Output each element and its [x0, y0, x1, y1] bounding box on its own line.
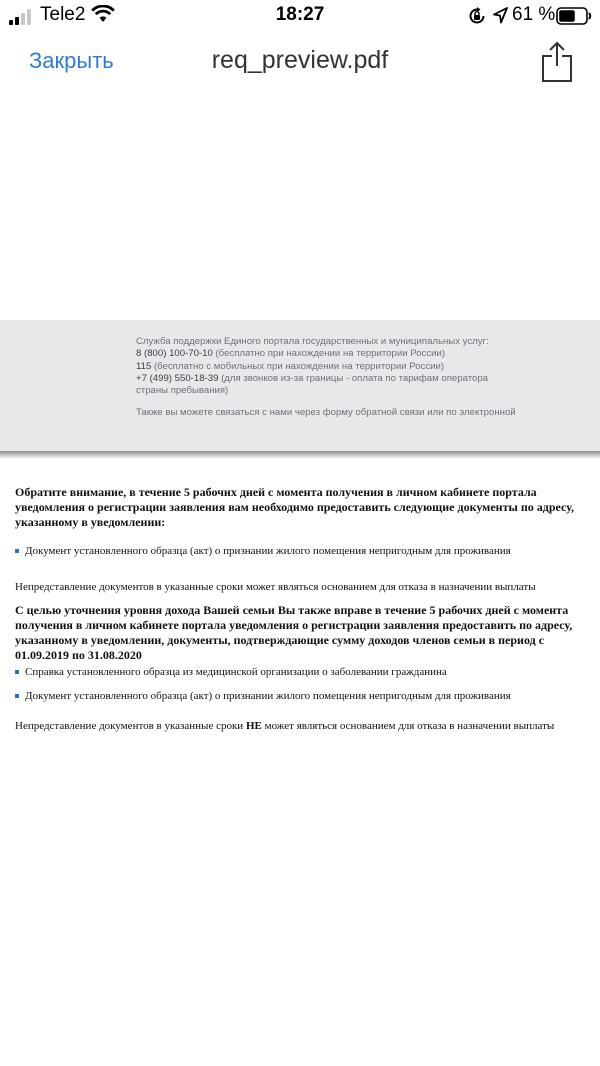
clock: 18:27: [275, 4, 325, 25]
paragraph-2-start: Непредставление документов в указанные сроки: [15, 720, 246, 732]
support-phone-2: 115: [136, 360, 152, 372]
document-paragraph-2: [15, 719, 585, 733]
support-phone-1: 8 (800) 100-70-10: [136, 348, 213, 360]
list-item: Справка установленного образца из медицинской организации о заболевании гражданина: [15, 665, 585, 679]
paragraph-2-emphasis: НЕ: [245, 720, 262, 732]
support-feedback: Также вы можете связаться с нами через форму обратной связи или по электронной: [136, 407, 516, 419]
support-phone-3-note-cont: страны пребывания): [136, 385, 229, 397]
location-arrow-icon: [493, 7, 508, 24]
support-phone-1-line: [136, 348, 556, 360]
battery-percentage: 61 %: [512, 4, 556, 25]
support-banner: [0, 320, 600, 451]
paragraph-2-end: может являться основанием для отказа в назначении выплаты: [261, 720, 555, 732]
support-phone-2-note: (бесплатно с мобильных при нахождении на территории России): [151, 360, 445, 372]
support-intro: Служба поддержки Единого портала государственных и муниципальных услуг:: [136, 336, 489, 347]
share-icon[interactable]: [540, 40, 574, 82]
list-item: Документ установленного образца (акт) о признании жилого помещения непригодным для проживания: [15, 689, 585, 703]
support-phone-2-line: [136, 361, 556, 373]
rotation-lock-icon: [468, 7, 486, 25]
carrier-name: Tele2: [40, 4, 86, 25]
document-title: req_preview.pdf: [211, 46, 389, 74]
document-heading-1: Обратите внимание, в течение 5 рабочих дней с момента получения в личном кабинете портала уведомления о регистрации заявления вам необходимо предоставить следующие документы по адресу, указанному в уведомлении:: [15, 485, 574, 529]
nav-bar: [0, 34, 600, 90]
support-phone-3: +7 (499) 550-18-39: [136, 372, 219, 384]
close-button[interactable]: Закрыть: [29, 48, 114, 73]
document-heading-2: С целью уточнения уровня дохода Вашей семьи Вы также вправе в течение 5 рабочих дней с момента получения в личном кабинете портала уведомления о регистрации заявления предоставить по адресу, указанному в уведомлении, документы, подтверждающие сумму доходов членов семьи в период с 01.09.2019 по 31.08.2020: [15, 603, 573, 662]
document-body: [15, 485, 585, 733]
support-text: [136, 336, 556, 420]
battery-level-fill: [559, 10, 575, 22]
status-bar: [0, 0, 600, 34]
page-separator-shadow: [0, 451, 600, 459]
support-phone-1-note: (бесплатно при нахождении на территории России): [212, 348, 446, 360]
document-paragraph-1: Непредставление документов в указанные сроки может являться основанием для отказа в назначении выплаты: [15, 581, 536, 593]
support-phone-3-line: [136, 373, 556, 385]
list-item: Документ установленного образца (акт) о признании жилого помещения непригодным для проживания: [15, 544, 585, 558]
support-phone-3-note: (для звонков из-за границы - оплата по тарифам оператора: [218, 372, 489, 384]
battery-icon: [556, 7, 592, 25]
